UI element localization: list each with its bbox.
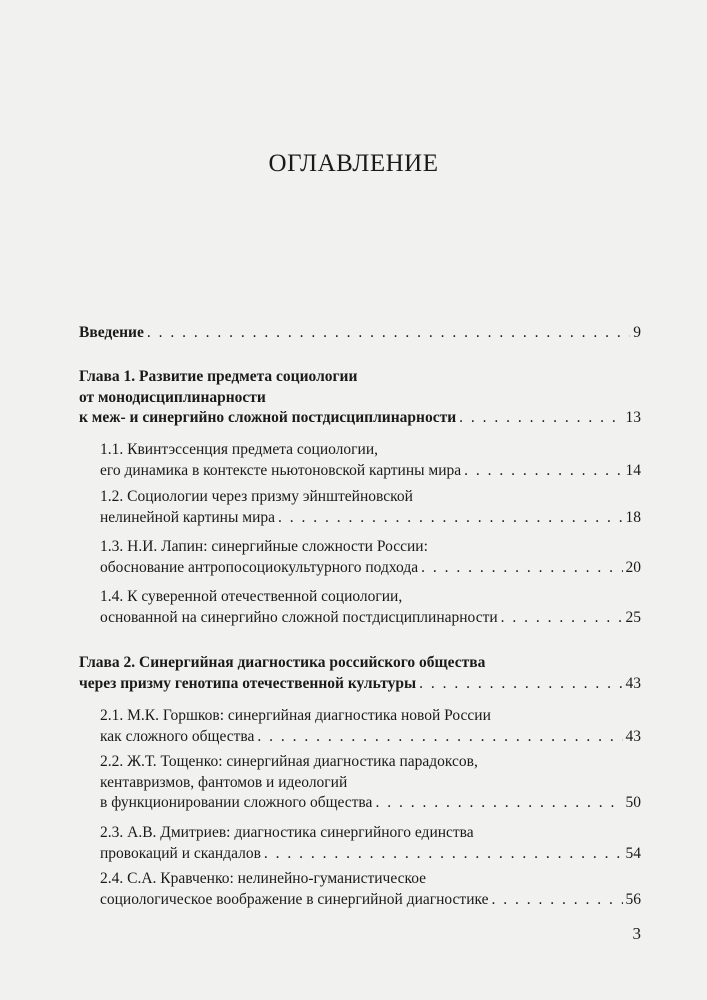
toc-leader-dots bbox=[264, 844, 623, 865]
toc-page-number: 54 bbox=[625, 844, 641, 862]
toc-entry-text: 1.2. Социологии через призму эйнштейновской bbox=[100, 488, 413, 505]
toc-page-number: 43 bbox=[625, 674, 641, 692]
toc-page-number: 25 bbox=[625, 608, 641, 626]
toc-page-number: 13 bbox=[625, 409, 641, 426]
toc-entry-chapter-2 bbox=[79, 653, 641, 694]
toc-entry-text: к меж- и синергийно сложной постдисциплинарности bbox=[79, 409, 457, 426]
toc-entry-section-1-4 bbox=[100, 587, 641, 628]
toc-entry-text: через призму генотипа отечественной культуры bbox=[79, 674, 417, 692]
toc-entry-text: в функционировании сложного общества bbox=[100, 794, 373, 811]
toc-page-number: 50 bbox=[625, 794, 641, 811]
toc-leader-dots bbox=[421, 558, 622, 579]
toc-entry-text: нелинейной картины мира bbox=[100, 508, 275, 526]
toc-entry-text: провокаций и скандалов bbox=[100, 844, 261, 862]
toc-entry-text: Глава 1. Развитие предмета социологии bbox=[79, 368, 358, 385]
toc-entry-section-2-2 bbox=[100, 752, 641, 814]
toc-entry-text: 2.4. С.А. Кравченко: нелинейно-гуманистическое bbox=[100, 870, 427, 887]
toc-page-number: 56 bbox=[625, 890, 641, 908]
toc-page-number: 43 bbox=[625, 727, 641, 745]
toc-leader-dots bbox=[492, 890, 623, 911]
toc-entry-text: кентавризмов, фантомов и идеологий bbox=[100, 773, 348, 791]
toc-entry-chapter-1 bbox=[79, 367, 641, 429]
toc-page-number: 20 bbox=[625, 558, 641, 576]
toc-entry-introduction bbox=[79, 323, 641, 344]
toc-entry-text: 2.1. М.К. Горшков: синергийная диагностика новой России bbox=[100, 707, 491, 724]
toc-entry-text: 1.4. К суверенной отечественной социологии, bbox=[100, 588, 403, 605]
toc-page-number: 14 bbox=[625, 461, 641, 479]
toc-entry-text: его динамика в контексте ньютоновской картины мира bbox=[100, 461, 462, 479]
toc-leader-dots bbox=[278, 508, 623, 529]
toc-entry-text: от монодисциплинарности bbox=[79, 388, 266, 406]
toc-entry-text: Введение bbox=[79, 324, 144, 341]
toc-entry-text: 2.2. Ж.Т. Тощенко: синергийная диагностика парадоксов, bbox=[100, 753, 478, 770]
toc-entry-text: 1.3. Н.И. Лапин: синергийные сложности России: bbox=[100, 538, 428, 555]
toc-leader-dots bbox=[147, 323, 630, 344]
toc-leader-dots bbox=[375, 793, 622, 814]
toc-leader-dots bbox=[459, 408, 622, 429]
toc-entry-section-2-1 bbox=[100, 706, 641, 747]
page-title: ОГЛАВЛЕНИЕ bbox=[268, 150, 439, 177]
toc-page-number: 9 bbox=[633, 324, 641, 341]
toc-page-number: 18 bbox=[625, 508, 641, 526]
toc-leader-dots bbox=[419, 674, 622, 695]
toc-entry-text: как сложного общества bbox=[100, 727, 255, 745]
toc-leader-dots bbox=[464, 461, 622, 482]
toc-entry-text: социологическое воображение в синергийной диагностике bbox=[100, 890, 489, 908]
toc-entry-section-2-3 bbox=[100, 823, 641, 864]
page-number: 3 bbox=[632, 924, 641, 943]
toc-entry-section-1-1 bbox=[100, 440, 641, 481]
toc-entry-text: Глава 2. Синергийная диагностика российского общества bbox=[79, 654, 486, 671]
toc-entry-section-1-2 bbox=[100, 487, 641, 528]
toc-entry-section-2-4 bbox=[100, 869, 641, 910]
toc-leader-dots bbox=[501, 608, 623, 629]
toc-entry-section-1-3 bbox=[100, 537, 641, 578]
toc-entry-text: 2.3. А.В. Дмитриев: диагностика синергийного единства bbox=[100, 824, 474, 841]
toc-entry-text: обоснование антропосоциокультурного подхода bbox=[100, 558, 419, 576]
toc-entry-text: основанной на синергийно сложной постдисциплинарности bbox=[100, 608, 498, 626]
toc-leader-dots bbox=[257, 727, 622, 748]
toc-entry-text: 1.1. Квинтэссенция предмета социологии, bbox=[100, 441, 378, 458]
